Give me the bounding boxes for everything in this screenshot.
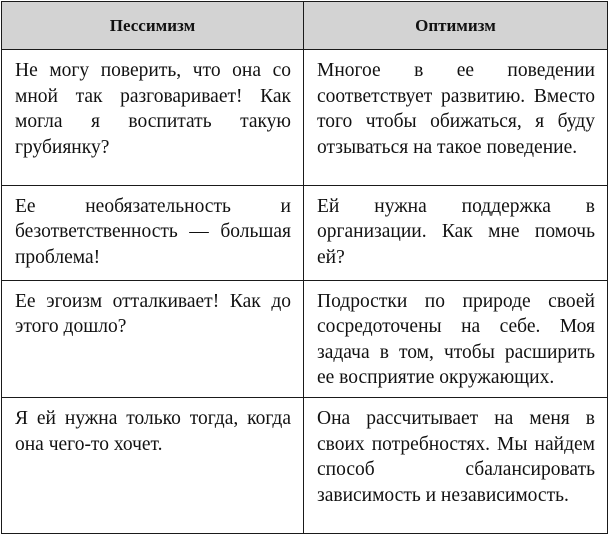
optimism-cell: Она рассчитывает на меня в своих потребностях. Мы найдем способ сбалансировать зависимость и независимость. (304, 398, 608, 534)
header-row (2, 2, 608, 50)
table-row (2, 50, 608, 186)
table-row (2, 280, 608, 397)
pessimism-cell: Ее эгоизм отталкивает! Как до этого дошло? (2, 280, 304, 397)
comparison-table (1, 1, 608, 534)
optimism-cell: Ей нужна поддержка в организации. Как мне помочь ей? (304, 185, 608, 280)
pessimism-cell: Не могу поверить, что она со мной так разговаривает! Как могла я воспитать такую грубиянку? (2, 50, 304, 186)
optimism-cell: Многое в ее поведении соответствует развитию. Вместо того чтобы обижаться, я буду отзываться на такое поведение. (304, 50, 608, 186)
header-optimism: Оптимизм (304, 2, 608, 50)
pessimism-cell: Я ей нужна только тогда, когда она чего-то хочет. (2, 398, 304, 534)
header-pessimism: Пессимизм (2, 2, 304, 50)
table-row (2, 185, 608, 280)
optimism-cell: Подростки по природе своей сосредоточены на себе. Моя задача в том, чтобы расширить ее восприятие окружающих. (304, 280, 608, 397)
pessimism-cell: Ее необязательность и безответственность — большая проблема! (2, 185, 304, 280)
table-row (2, 398, 608, 534)
